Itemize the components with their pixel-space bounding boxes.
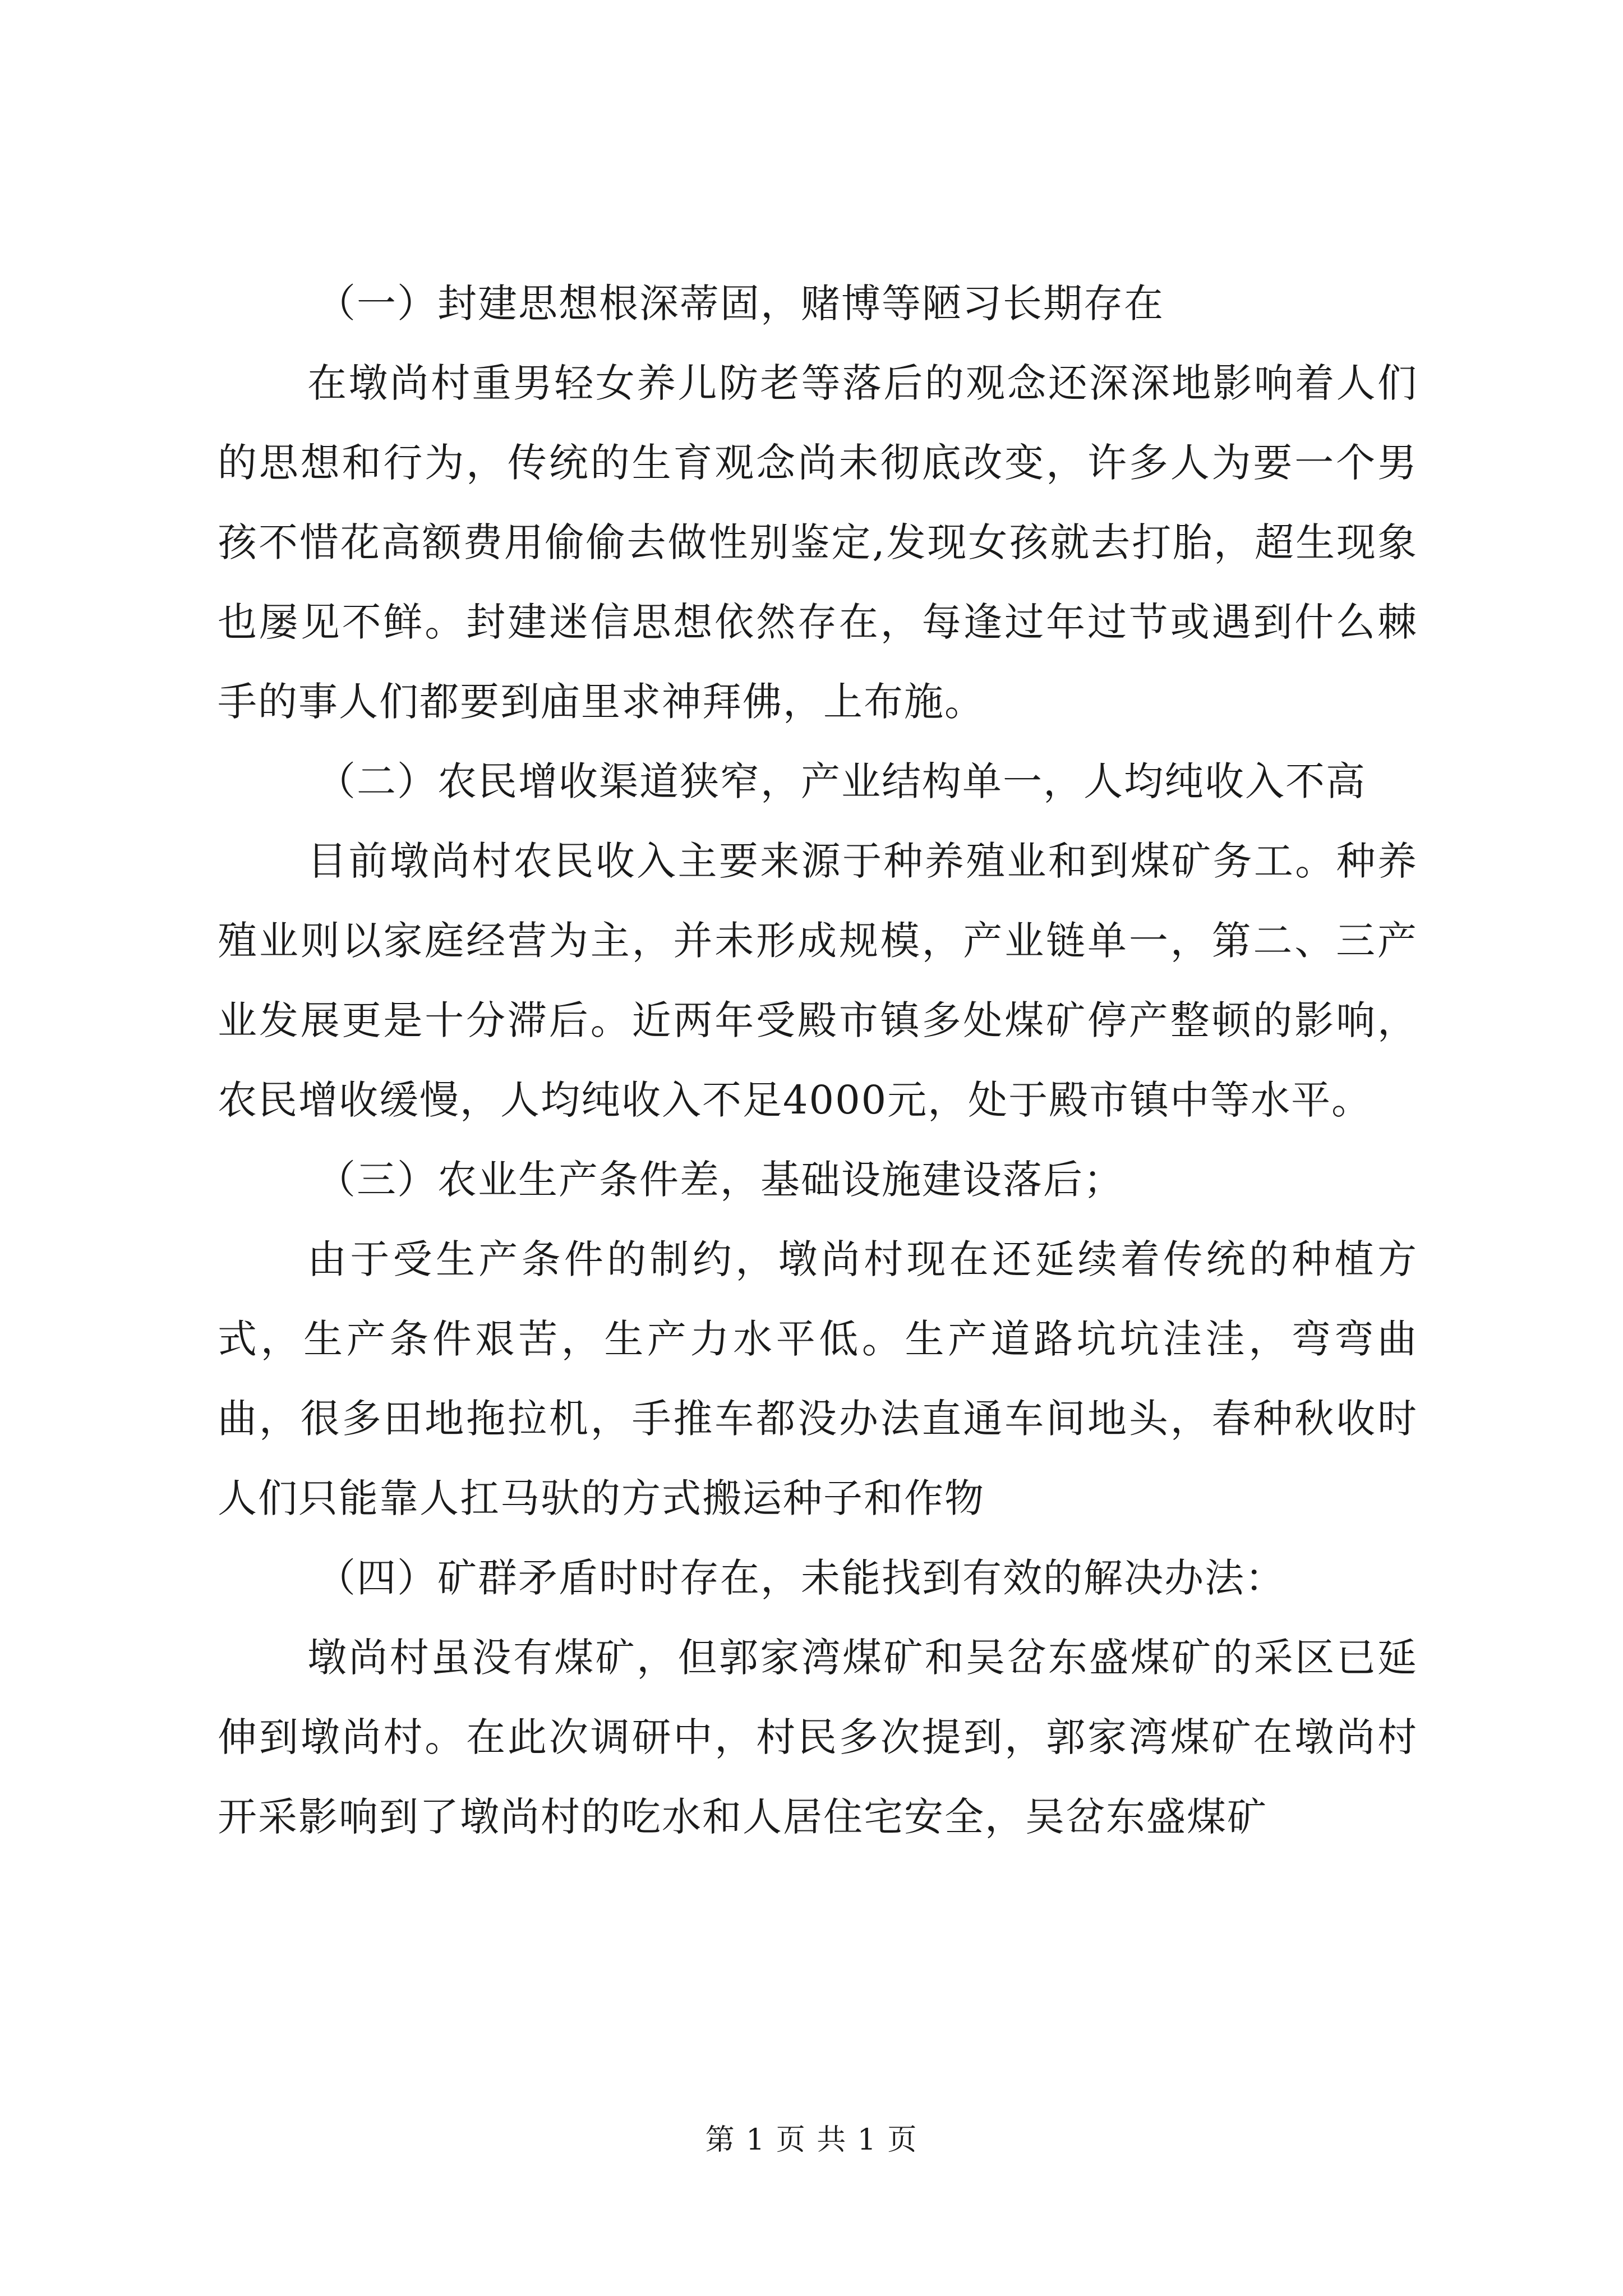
paragraph-1: 在墩尚村重男轻女养儿防老等落后的观念还深深地影响着人们的思想和行为，传统的生育观念尚未彻底改变，许多人为要一个男孩不惜花高额费用偷偷去做性别鉴定,发现女孩就去打胎，超生现象也屡见不鲜。封建迷信思想依然存在，每逢过年过节或遇到什么棘手的事人们都要到庙里求神拜佛，上布施。 — [218, 360, 1418, 725]
paragraph-3: 由于受生产条件的制约，墩尚村现在还延续着传统的种植方式，生产条件艰苦，生产力水平低。生产道路坑坑洼洼，弯弯曲曲，很多田地拖拉机，手推车都没办法直通车间地头，春种秋收时人们只能靠人扛马驮的方式搬运种子和作物 — [218, 1236, 1418, 1521]
paragraph-2: 目前墩尚村农民收入主要来源于种养殖业和到煤矿务工。种养殖业则以家庭经营为主，并未形成规模，产业链单一，第二、三产业发展更是十分滞后。近两年受殿市镇多处煤矿停产整顿的影响，农民增收缓慢，人均纯收入不足4000元，处于殿市镇中等水平。 — [218, 838, 1418, 1123]
page-footer: 第 1 页 共 1 页 — [705, 2123, 918, 2157]
section-heading-4: （四）矿群矛盾时时存在，未能找到有效的解决办法： — [316, 1555, 1285, 1601]
paragraph-4: 墩尚村虽没有煤矿，但郭家湾煤矿和吴岔东盛煤矿的采区已延伸到墩尚村。在此次调研中，村民多次提到，郭家湾煤矿在墩尚村开采影响到了墩尚村的吃水和人居住宅安全，吴岔东盛煤矿 — [218, 1635, 1418, 1840]
section-heading-3: （三）农业生产条件差，基础设施建设落后； — [316, 1157, 1124, 1203]
document-body — [218, 264, 1418, 1857]
section-heading-2: （二）农民增收渠道狭窄，产业结构单一，人均纯收入不高 — [316, 758, 1366, 804]
section-heading-1: （一）封建思想根深蒂固，赌博等陋习长期存在 — [316, 280, 1164, 326]
